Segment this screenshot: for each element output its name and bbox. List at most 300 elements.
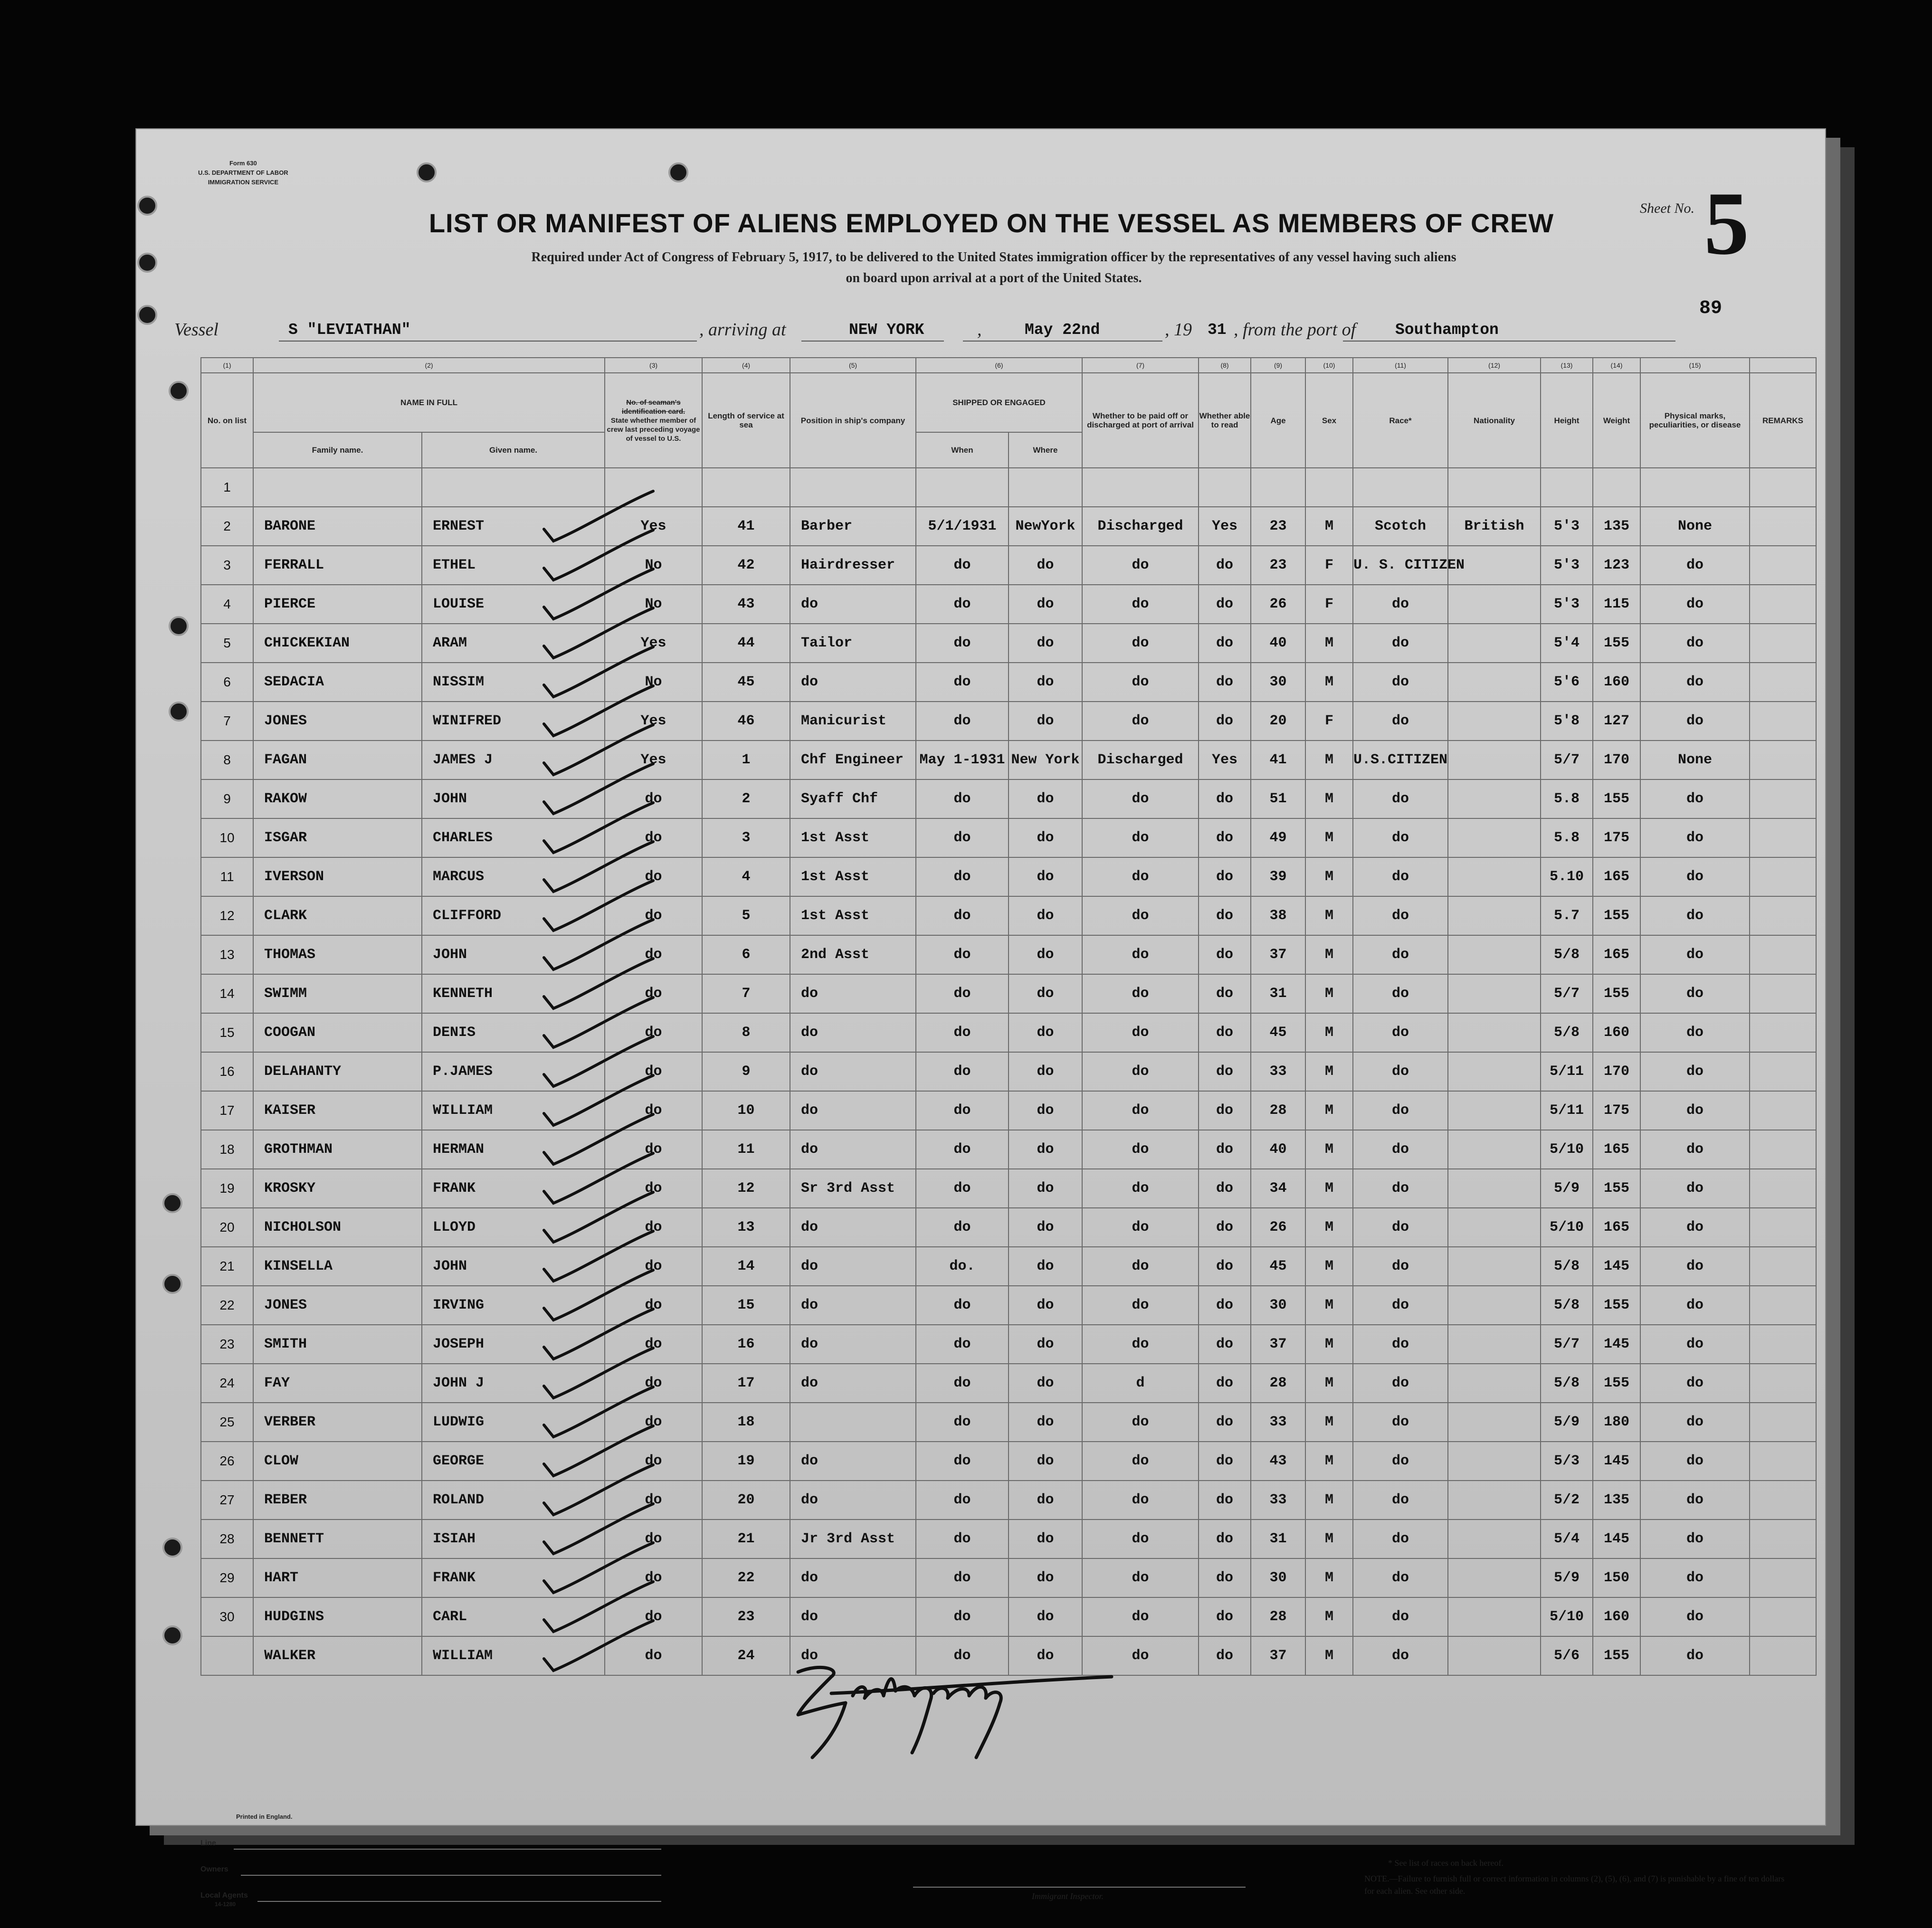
- height-cell: 5/7: [1541, 741, 1593, 779]
- col-num: (1): [201, 358, 253, 373]
- inspector-label: Immigrant Inspector.: [1032, 1891, 1104, 1901]
- sex-cell: M: [1305, 1520, 1353, 1558]
- paid-off-cell: do: [1082, 1403, 1199, 1442]
- row-number-cell: 15: [201, 1013, 253, 1052]
- weight-cell: 145: [1593, 1247, 1640, 1286]
- vessel-name: S "LEVIATHAN": [288, 321, 411, 339]
- race-cell: do: [1353, 1091, 1448, 1130]
- height-cell: 5/2: [1541, 1481, 1593, 1520]
- header-height: Height: [1541, 373, 1593, 468]
- footer: [200, 1813, 1816, 1908]
- physical-marks-cell: do: [1640, 1208, 1750, 1247]
- previous-voyage-cell: do: [605, 857, 702, 896]
- row-number-cell: 2: [201, 507, 253, 546]
- shipped-where-cell: do: [1009, 1052, 1082, 1091]
- height-cell: 5/7: [1541, 974, 1593, 1013]
- length-of-service-cell: 43: [702, 585, 790, 624]
- weight-cell: 145: [1593, 1325, 1640, 1364]
- previous-voyage-cell: do: [605, 1091, 702, 1130]
- physical-marks-cell: do: [1640, 1091, 1750, 1130]
- row-number-cell: 17: [201, 1091, 253, 1130]
- position-cell: do: [790, 1286, 916, 1325]
- shipped-when-cell: do: [916, 1481, 1009, 1520]
- able-to-read-cell: do: [1199, 779, 1251, 818]
- race-cell: do: [1353, 1169, 1448, 1208]
- row-number-cell: 16: [201, 1052, 253, 1091]
- shipped-when-cell: do: [916, 1442, 1009, 1481]
- previous-voyage-cell: Yes: [605, 702, 702, 741]
- sex-cell: M: [1305, 1052, 1353, 1091]
- given-name-cell: JOHN: [422, 1247, 605, 1286]
- height-cell: 5/8: [1541, 1247, 1593, 1286]
- shipped-where-cell: do: [1009, 779, 1082, 818]
- given-name-cell: LLOYD: [422, 1208, 605, 1247]
- shipped-when-cell: do: [916, 546, 1009, 585]
- able-to-read-cell: do: [1199, 1403, 1251, 1442]
- length-of-service-cell: 8: [702, 1013, 790, 1052]
- sex-cell: M: [1305, 624, 1353, 663]
- given-name-cell: WILLIAM: [422, 1636, 605, 1675]
- shipped-where-cell: do: [1009, 1169, 1082, 1208]
- weight-cell: 150: [1593, 1558, 1640, 1597]
- race-cell: do: [1353, 663, 1448, 702]
- length-of-service-cell: 6: [702, 935, 790, 974]
- sex-cell: M: [1305, 1364, 1353, 1403]
- sex-cell: M: [1305, 857, 1353, 896]
- weight-cell: 115: [1593, 585, 1640, 624]
- line-label: Line: [200, 1839, 216, 1847]
- agents-underline: [257, 1901, 661, 1902]
- able-to-read-cell: do: [1199, 1130, 1251, 1169]
- age-cell: 23: [1251, 507, 1305, 546]
- nationality-cell: British: [1448, 507, 1541, 546]
- length-of-service-cell: 18: [702, 1403, 790, 1442]
- paid-off-cell: Discharged: [1082, 507, 1199, 546]
- col-num: (5): [790, 358, 916, 373]
- given-name-cell: CLIFFORD: [422, 896, 605, 935]
- sex-cell: M: [1305, 779, 1353, 818]
- family-name-cell: IVERSON: [253, 857, 422, 896]
- sheet-number: 5: [1704, 174, 1749, 274]
- paid-off-cell: do: [1082, 546, 1199, 585]
- owners-underline: [241, 1875, 661, 1876]
- arriving-port: NEW YORK: [849, 321, 924, 339]
- paid-off-cell: do: [1082, 935, 1199, 974]
- shipped-when-cell: do: [916, 935, 1009, 974]
- subtitle-line-2: on board upon arrival at a port of the United States.: [846, 271, 1142, 285]
- previous-voyage-cell: Yes: [605, 741, 702, 779]
- physical-marks-cell: do: [1640, 1364, 1750, 1403]
- length-of-service-cell: 12: [702, 1169, 790, 1208]
- race-cell: do: [1353, 1636, 1448, 1675]
- weight-cell: 160: [1593, 663, 1640, 702]
- printed-note: Printed in England.: [236, 1813, 293, 1820]
- col-num: (9): [1251, 358, 1305, 373]
- previous-voyage-cell: do: [605, 1403, 702, 1442]
- shipped-when-cell: do: [916, 1558, 1009, 1597]
- able-to-read-cell: do: [1199, 818, 1251, 857]
- sex-cell: M: [1305, 974, 1353, 1013]
- physical-marks-cell: do: [1640, 1169, 1750, 1208]
- height-cell: 5'3: [1541, 546, 1593, 585]
- sex-cell: F: [1305, 702, 1353, 741]
- age-cell: 26: [1251, 585, 1305, 624]
- header-physical-marks: Physical marks, peculiarities, or disease: [1640, 373, 1750, 468]
- age-cell: 37: [1251, 935, 1305, 974]
- given-name-cell: CARL: [422, 1597, 605, 1636]
- paid-off-cell: do: [1082, 779, 1199, 818]
- able-to-read-cell: do: [1199, 857, 1251, 896]
- shipped-when-cell: do.: [916, 1247, 1009, 1286]
- height-cell: 5.8: [1541, 779, 1593, 818]
- header-family-name: Family name.: [253, 432, 422, 468]
- paid-off-cell: do: [1082, 1520, 1199, 1558]
- family-name-cell: CLOW: [253, 1442, 422, 1481]
- paid-off-cell: do: [1082, 663, 1199, 702]
- able-to-read-cell: do: [1199, 1013, 1251, 1052]
- family-name-cell: REBER: [253, 1481, 422, 1520]
- agents-label: Local Agents: [200, 1891, 248, 1900]
- age-cell: 40: [1251, 1130, 1305, 1169]
- shipped-where-cell: do: [1009, 1013, 1082, 1052]
- header-sex: Sex: [1305, 373, 1353, 468]
- race-cell: do: [1353, 624, 1448, 663]
- length-of-service-cell: 4: [702, 857, 790, 896]
- row-number-cell: 24: [201, 1364, 253, 1403]
- paid-off-cell: do: [1082, 702, 1199, 741]
- shipped-where-cell: do: [1009, 818, 1082, 857]
- family-name-cell: KROSKY: [253, 1169, 422, 1208]
- paid-off-cell: do: [1082, 624, 1199, 663]
- previous-voyage-cell: Yes: [605, 507, 702, 546]
- sex-cell: M: [1305, 741, 1353, 779]
- sex-cell: M: [1305, 1169, 1353, 1208]
- given-name-cell: LUDWIG: [422, 1403, 605, 1442]
- sex-cell: M: [1305, 1130, 1353, 1169]
- given-name-cell: HERMAN: [422, 1130, 605, 1169]
- owners-label: Owners: [200, 1865, 228, 1873]
- row-number-cell: 9: [201, 779, 253, 818]
- header-remarks: REMARKS: [1750, 373, 1816, 468]
- form-number: Form 630: [229, 160, 257, 167]
- height-cell: 5'4: [1541, 624, 1593, 663]
- row-number-cell: 20: [201, 1208, 253, 1247]
- row-number-cell: 6: [201, 663, 253, 702]
- col-num: (6): [916, 358, 1082, 373]
- paid-off-cell: do: [1082, 1052, 1199, 1091]
- family-name-cell: SMITH: [253, 1325, 422, 1364]
- subtitle-line-1: Required under Act of Congress of February 5, 1917, to be delivered to the United States immigration officer by the representatives of any vessel having such aliens: [531, 250, 1456, 265]
- given-name-cell: IRVING: [422, 1286, 605, 1325]
- header-position: Position in ship's company: [790, 373, 916, 468]
- row-number-cell: 27: [201, 1481, 253, 1520]
- age-cell: 33: [1251, 1403, 1305, 1442]
- header-where: Where: [1009, 432, 1082, 468]
- previous-voyage-cell: do: [605, 1169, 702, 1208]
- physical-marks-cell: do: [1640, 1636, 1750, 1675]
- physical-marks-cell: do: [1640, 702, 1750, 741]
- height-cell: 5/10: [1541, 1208, 1593, 1247]
- able-to-read-cell: do: [1199, 585, 1251, 624]
- age-cell: 31: [1251, 974, 1305, 1013]
- family-name-cell: FAGAN: [253, 741, 422, 779]
- family-name-cell: HUDGINS: [253, 1597, 422, 1636]
- check-mark: [544, 491, 653, 541]
- able-to-read-cell: do: [1199, 1169, 1251, 1208]
- check-marks: [136, 129, 1825, 1825]
- physical-marks-cell: do: [1640, 1052, 1750, 1091]
- paid-off-cell: do: [1082, 857, 1199, 896]
- weight-cell: 145: [1593, 1442, 1640, 1481]
- shipped-where-cell: do: [1009, 1403, 1082, 1442]
- departure-port: Southampton: [1395, 321, 1499, 339]
- able-to-read-cell: do: [1199, 1247, 1251, 1286]
- age-cell: 39: [1251, 857, 1305, 896]
- weight-cell: 155: [1593, 779, 1640, 818]
- previous-voyage-cell: do: [605, 1520, 702, 1558]
- height-cell: 5.8: [1541, 818, 1593, 857]
- physical-marks-cell: do: [1640, 1597, 1750, 1636]
- able-to-read-cell: do: [1199, 1520, 1251, 1558]
- race-cell: do: [1353, 1130, 1448, 1169]
- shipped-where-cell: do: [1009, 624, 1082, 663]
- physical-marks-cell: do: [1640, 1286, 1750, 1325]
- length-of-service-cell: 14: [702, 1247, 790, 1286]
- sheet-code: 89: [1699, 298, 1723, 319]
- age-cell: 30: [1251, 663, 1305, 702]
- given-name-cell: FRANK: [422, 1169, 605, 1208]
- race-cell: do: [1353, 1247, 1448, 1286]
- length-of-service-cell: 17: [702, 1364, 790, 1403]
- race-cell: U.S.CITIZEN: [1353, 741, 1448, 779]
- paid-off-cell: do: [1082, 1013, 1199, 1052]
- given-name-cell: ERNEST: [422, 507, 605, 546]
- position-cell: do: [790, 1558, 916, 1597]
- position-cell: do: [790, 1091, 916, 1130]
- race-cell: do: [1353, 1481, 1448, 1520]
- row-number-cell: 30: [201, 1597, 253, 1636]
- race-cell: do: [1353, 1364, 1448, 1403]
- race-cell: do: [1353, 1597, 1448, 1636]
- family-name-cell: BENNETT: [253, 1520, 422, 1558]
- races-note: * See list of races on back hereof.: [1388, 1858, 1504, 1868]
- length-of-service-cell: 19: [702, 1442, 790, 1481]
- previous-voyage-cell: do: [605, 1442, 702, 1481]
- position-cell: do: [790, 585, 916, 624]
- row-number-cell: 19: [201, 1169, 253, 1208]
- row-number-cell: 26: [201, 1442, 253, 1481]
- race-cell: do: [1353, 779, 1448, 818]
- shipped-when-cell: do: [916, 1364, 1009, 1403]
- family-name-cell: HART: [253, 1558, 422, 1597]
- col-num: (7): [1082, 358, 1199, 373]
- arrival-date: May 22nd: [1025, 321, 1100, 339]
- service: IMMIGRATION SERVICE: [208, 179, 278, 186]
- height-cell: 5'6: [1541, 663, 1593, 702]
- position-cell: do: [790, 974, 916, 1013]
- length-of-service-cell: 15: [702, 1286, 790, 1325]
- shipped-where-cell: do: [1009, 1247, 1082, 1286]
- length-of-service-cell: 21: [702, 1520, 790, 1558]
- sex-cell: M: [1305, 1091, 1353, 1130]
- header-given-name: Given name.: [422, 432, 605, 468]
- col-num: (4): [702, 358, 790, 373]
- given-name-cell: CHARLES: [422, 818, 605, 857]
- age-cell: 41: [1251, 741, 1305, 779]
- given-name-cell: KENNETH: [422, 974, 605, 1013]
- height-cell: 5/9: [1541, 1169, 1593, 1208]
- shipped-when-cell: do: [916, 1520, 1009, 1558]
- age-cell: 45: [1251, 1247, 1305, 1286]
- length-of-service-cell: 46: [702, 702, 790, 741]
- shipped-when-cell: do: [916, 974, 1009, 1013]
- position-cell: Jr 3rd Asst: [790, 1520, 916, 1558]
- race-cell: do: [1353, 935, 1448, 974]
- able-to-read-cell: do: [1199, 1442, 1251, 1481]
- sex-cell: M: [1305, 507, 1353, 546]
- age-cell: 43: [1251, 1442, 1305, 1481]
- previous-voyage-cell: do: [605, 1247, 702, 1286]
- col-num: (13): [1541, 358, 1593, 373]
- row-number-cell: 21: [201, 1247, 253, 1286]
- inspector-signature: [770, 1643, 1140, 1767]
- paid-off-cell: d: [1082, 1364, 1199, 1403]
- shipped-where-cell: do: [1009, 702, 1082, 741]
- sex-cell: M: [1305, 1208, 1353, 1247]
- sex-cell: M: [1305, 1481, 1353, 1520]
- shipped-where-cell: do: [1009, 546, 1082, 585]
- shipped-where-cell: do: [1009, 1286, 1082, 1325]
- header-no-on-list: No. on list: [201, 373, 253, 468]
- family-name-cell: FERRALL: [253, 546, 422, 585]
- sex-cell: M: [1305, 1247, 1353, 1286]
- height-cell: 5/10: [1541, 1597, 1593, 1636]
- family-name-cell: JONES: [253, 1286, 422, 1325]
- family-name-cell: ISGAR: [253, 818, 422, 857]
- given-name-cell: WINIFRED: [422, 702, 605, 741]
- length-of-service-cell: 20: [702, 1481, 790, 1520]
- race-cell: do: [1353, 1013, 1448, 1052]
- header-weight: Weight: [1593, 373, 1640, 468]
- given-name-cell: WILLIAM: [422, 1091, 605, 1130]
- shipped-where-cell: do: [1009, 974, 1082, 1013]
- race-cell: do: [1353, 1520, 1448, 1558]
- given-name-cell: JOSEPH: [422, 1325, 605, 1364]
- length-of-service-cell: 42: [702, 546, 790, 585]
- length-of-service-cell: 5: [702, 896, 790, 935]
- previous-voyage-cell: do: [605, 1597, 702, 1636]
- length-of-service-cell: 45: [702, 663, 790, 702]
- family-name-cell: CHICKEKIAN: [253, 624, 422, 663]
- shipped-where-cell: do: [1009, 1130, 1082, 1169]
- row-number-cell: 23: [201, 1325, 253, 1364]
- shipped-when-cell: do: [916, 779, 1009, 818]
- weight-cell: 170: [1593, 741, 1640, 779]
- length-of-service-cell: 2: [702, 779, 790, 818]
- length-of-service-cell: 9: [702, 1052, 790, 1091]
- previous-voyage-cell: do: [605, 1481, 702, 1520]
- race-cell: do: [1353, 1325, 1448, 1364]
- given-name-cell: JAMES J: [422, 741, 605, 779]
- weight-cell: 180: [1593, 1403, 1640, 1442]
- weight-cell: 170: [1593, 1052, 1640, 1091]
- race-cell: do: [1353, 1286, 1448, 1325]
- weight-cell: 160: [1593, 1597, 1640, 1636]
- previous-voyage-cell: No: [605, 546, 702, 585]
- shipped-where-cell: do: [1009, 1558, 1082, 1597]
- paid-off-cell: do: [1082, 585, 1199, 624]
- length-of-service-cell: 44: [702, 624, 790, 663]
- given-name-cell: JOHN: [422, 779, 605, 818]
- age-cell: 28: [1251, 1364, 1305, 1403]
- position-cell: Barber: [790, 507, 916, 546]
- race-cell: do: [1353, 1442, 1448, 1481]
- col-num: (10): [1305, 358, 1353, 373]
- shipped-when-cell: do: [916, 1208, 1009, 1247]
- weight-cell: 165: [1593, 1208, 1640, 1247]
- family-name-cell: COOGAN: [253, 1013, 422, 1052]
- shipped-where-cell: New York: [1009, 741, 1082, 779]
- able-to-read-cell: do: [1199, 702, 1251, 741]
- previous-voyage-cell: do: [605, 779, 702, 818]
- col-num: (14): [1593, 358, 1640, 373]
- year-prefix: , 19: [1165, 320, 1192, 340]
- age-cell: 33: [1251, 1481, 1305, 1520]
- race-cell: do: [1353, 585, 1448, 624]
- paid-off-cell: do: [1082, 1325, 1199, 1364]
- family-name-cell: NICHOLSON: [253, 1208, 422, 1247]
- sex-cell: M: [1305, 1286, 1353, 1325]
- paid-off-cell: do: [1082, 896, 1199, 935]
- physical-marks-cell: do: [1640, 1558, 1750, 1597]
- race-cell: do: [1353, 1403, 1448, 1442]
- weight-cell: 145: [1593, 1520, 1640, 1558]
- inspector-underline: [913, 1887, 1246, 1888]
- height-cell: 5/11: [1541, 1091, 1593, 1130]
- shipped-when-cell: do: [916, 702, 1009, 741]
- family-name-cell: DELAHANTY: [253, 1052, 422, 1091]
- height-cell: 5'8: [1541, 702, 1593, 741]
- shipped-where-cell: do: [1009, 1364, 1082, 1403]
- physical-marks-cell: do: [1640, 857, 1750, 896]
- position-cell: do: [790, 1013, 916, 1052]
- shipped-when-cell: do: [916, 1325, 1009, 1364]
- race-cell: do: [1353, 896, 1448, 935]
- length-of-service-cell: 7: [702, 974, 790, 1013]
- able-to-read-cell: do: [1199, 1636, 1251, 1675]
- race-cell: do: [1353, 857, 1448, 896]
- family-name-cell: BARONE: [253, 507, 422, 546]
- paid-off-cell: do: [1082, 1442, 1199, 1481]
- given-name-cell: MARCUS: [422, 857, 605, 896]
- shipped-when-cell: do: [916, 857, 1009, 896]
- paid-off-cell: do: [1082, 1286, 1199, 1325]
- paid-off-cell: do: [1082, 1247, 1199, 1286]
- family-name-cell: FAY: [253, 1364, 422, 1403]
- given-name-cell: ISIAH: [422, 1520, 605, 1558]
- family-name-cell: CLARK: [253, 896, 422, 935]
- race-cell: U. S. CITIZEN: [1353, 546, 1448, 585]
- paid-off-cell: do: [1082, 818, 1199, 857]
- row-number-cell: 12: [201, 896, 253, 935]
- position-cell: 1st Asst: [790, 896, 916, 935]
- shipped-where-cell: do: [1009, 935, 1082, 974]
- able-to-read-cell: do: [1199, 1364, 1251, 1403]
- age-cell: 31: [1251, 1520, 1305, 1558]
- given-name-cell: ETHEL: [422, 546, 605, 585]
- length-of-service-cell: 41: [702, 507, 790, 546]
- weight-cell: 165: [1593, 857, 1640, 896]
